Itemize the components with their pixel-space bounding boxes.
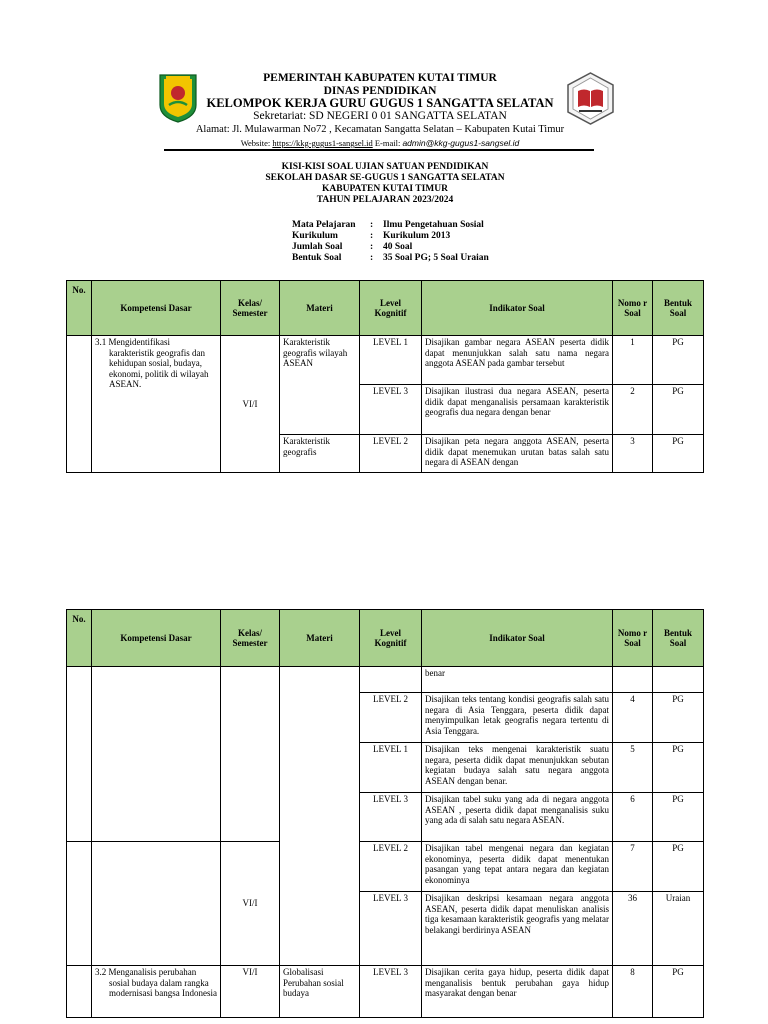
cell-indikator: Disajikan ilustrasi dua negara ASEAN, peserta didik dapat menganalisis persamaan karakteristik geografis dua negara dengan benar [422, 385, 613, 435]
cell-no [67, 336, 92, 473]
col-indikator-soal: Indikator Soal [422, 610, 613, 667]
col-kelas-semester: Kelas/ Semester [221, 281, 280, 336]
cell-materi: Karakteristik geografis wilayah ASEAN [280, 336, 360, 435]
cell-nomor: 7 [613, 842, 653, 892]
cell-materi: Karakteristik geografis [280, 435, 360, 473]
col-no: No. [67, 610, 92, 667]
cell-indikator: Disajikan gambar negara ASEAN peserta didik dapat menunjukkan salah satu nama negara anggota ASEAN pada gambar tersebut [422, 336, 613, 385]
cell-level: LEVEL 2 [360, 842, 422, 892]
kisi-kisi-table-page-2 [66, 609, 704, 1018]
col-kompetensi-dasar: Kompetensi Dasar [92, 281, 221, 336]
cell-bentuk: PG [653, 793, 704, 842]
cell-nomor: 8 [613, 966, 653, 1018]
question-count-row: Jumlah Soal : 40 Soal [292, 242, 413, 252]
cell-bentuk: PG [653, 336, 704, 385]
cell-bentuk: Uraian [653, 892, 704, 966]
col-no: No. [67, 281, 92, 336]
subject-row: Mata Pelajaran : Ilmu Pengetahuan Sosial [292, 220, 484, 230]
curriculum-row: Kurikulum : Kurikulum 2013 [292, 231, 451, 241]
cell-no [67, 667, 92, 842]
cell-nomor: 6 [613, 793, 653, 842]
col-kompetensi-dasar: Kompetensi Dasar [92, 610, 221, 667]
col-materi: Materi [280, 281, 360, 336]
cell-kelas: VI/I [221, 842, 280, 966]
website-label: Website: [240, 138, 273, 148]
cell-level: LEVEL 3 [360, 966, 422, 1018]
cell-bentuk: PG [653, 693, 704, 743]
cell-bentuk [653, 667, 704, 693]
col-bentuk-soal: Bentuk Soal [653, 610, 704, 667]
cell-nomor: 2 [613, 385, 653, 435]
cell-nomor: 36 [613, 892, 653, 966]
kkg-book-emblem-icon [563, 71, 618, 126]
cell-indikator: Disajikan tabel suku yang ada di negara anggota ASEAN , peserta didik dapat menganalisis suku yang ada di salah satu negara ASEAN. [422, 793, 613, 842]
table-header-row [67, 281, 704, 336]
col-indikator-soal: Indikator Soal [422, 281, 613, 336]
cell-nomor [613, 667, 653, 693]
col-materi: Materi [280, 610, 360, 667]
table-row [67, 667, 704, 693]
header-secretariat: Sekretariat: SD NEGERI 0 01 SANGATTA SELATAN [253, 110, 507, 122]
cell-bentuk: PG [653, 743, 704, 793]
cell-level: LEVEL 3 [360, 385, 422, 435]
cell-level: LEVEL 1 [360, 743, 422, 793]
cell-level: LEVEL 3 [360, 892, 422, 966]
cell-materi [280, 667, 360, 966]
cell-level: LEVEL 1 [360, 336, 422, 385]
header-address: Alamat: Jl. Mulawarman No72 , Kecamatan Sangatta Selatan – Kabupaten Kutai Timur [195, 124, 565, 135]
col-level-kognitif: Level Kognitif [360, 281, 422, 336]
cell-indikator: Disajikan tabel mengenai negara dan kegiatan ekonominya, peserta didik dapat menentukan pasangan yang tepat antara negara dan kegiatan ekonominya [422, 842, 613, 892]
cell-nomor: 3 [613, 435, 653, 473]
header-contact [180, 138, 580, 148]
table-header-row [67, 610, 704, 667]
cell-level: LEVEL 2 [360, 693, 422, 743]
kisi-kisi-table-page-1 [66, 280, 704, 473]
header-divider [164, 149, 594, 151]
cell-kelas: VI/I [221, 966, 280, 1018]
header-line-3: KELOMPOK KERJA GURU GUGUS 1 SANGATTA SELATAN [206, 96, 554, 110]
cell-indikator: Disajikan peta negara anggota ASEAN, peserta didik dapat menemukan urutan batas salah satu negara di ASEAN dengan [422, 435, 613, 473]
cell-kompetensi-dasar [92, 842, 221, 966]
doc-title-2: SEKOLAH DASAR SE-GUGUS 1 SANGATTA SELATAN [265, 173, 505, 183]
cell-indikator: Disajikan cerita gaya hidup, peserta didik dapat menganalisis bentuk perubahan gaya hidup masyarakat dengan benar [422, 966, 613, 1018]
cell-materi: Globalisasi Perubahan sosial budaya [280, 966, 360, 1018]
cell-bentuk: PG [653, 435, 704, 473]
cell-indikator: Disajikan teks mengenai karakteristik suatu negara, peserta didik dapat menunjukkan sebutan kegiatan budaya salah satu negara anggota ASEAN dengan benar. [422, 743, 613, 793]
cell-level [360, 667, 422, 693]
table-row [67, 966, 704, 1018]
cell-indikator: Disajikan deskripsi kesamaan negara anggota ASEAN, peserta didik dapat menuliskan analisis tiga kesamaan karakteristik geografis yang melatar belakangi berdirinya ASEAN [422, 892, 613, 966]
email-label: E-mail: [372, 138, 403, 148]
cell-bentuk: PG [653, 842, 704, 892]
cell-bentuk: PG [653, 385, 704, 435]
cell-kompetensi-dasar [92, 667, 221, 842]
cell-no [67, 966, 92, 1018]
cell-level: LEVEL 2 [360, 435, 422, 473]
doc-title-1: KISI-KISI SOAL UJIAN SATUAN PENDIDIKAN [281, 162, 489, 172]
cell-bentuk: PG [653, 966, 704, 1018]
col-kelas-semester: Kelas/ Semester [221, 610, 280, 667]
doc-title-4: TAHUN PELAJARAN 2023/2024 [316, 195, 454, 205]
cell-nomor: 4 [613, 693, 653, 743]
doc-title-3: KABUPATEN KUTAI TIMUR [322, 184, 448, 194]
cell-kompetensi-dasar: 3.1 Mengidentifikasi karakteristik geografis dan kehidupan sosial, budaya, ekonomi, politik di wilayah ASEAN. [92, 336, 221, 473]
question-type-row: Bentuk Soal : 35 Soal PG; 5 Soal Uraian [292, 253, 489, 263]
cell-indikator: benar [422, 667, 613, 693]
website-link[interactable]: https://kkg-gugus1-sangsel.id [272, 138, 373, 148]
col-nomor-soal: Nomo r Soal [613, 281, 653, 336]
subject-info [292, 220, 489, 264]
col-bentuk-soal: Bentuk Soal [653, 281, 704, 336]
cell-kelas [221, 667, 280, 842]
col-nomor-soal: Nomo r Soal [613, 610, 653, 667]
table-row [67, 336, 704, 385]
cell-no [67, 842, 92, 966]
header-line-1: PEMERINTAH KABUPATEN KUTAI TIMUR [263, 72, 497, 84]
col-level-kognitif: Level Kognitif [360, 610, 422, 667]
cell-nomor: 5 [613, 743, 653, 793]
table-row [67, 842, 704, 892]
header-line-2: DINAS PENDIDIKAN [323, 85, 437, 97]
cell-kelas: VI/I [221, 336, 280, 473]
email-link[interactable]: admin@kkg-gugus1-sangsel.id [402, 138, 520, 148]
cell-nomor: 1 [613, 336, 653, 385]
cell-kompetensi-dasar: 3.2 Menganalisis perubahan sosial budaya dalam rangka modernisasi bangsa Indonesia [92, 966, 221, 1018]
cell-level: LEVEL 3 [360, 793, 422, 842]
cell-indikator: Disajikan teks tentang kondisi geografis salah satu negara di Asia Tenggara, peserta didik dapat menyimpulkan letak geografis negara tertentu di Asia Tenggara. [422, 693, 613, 743]
